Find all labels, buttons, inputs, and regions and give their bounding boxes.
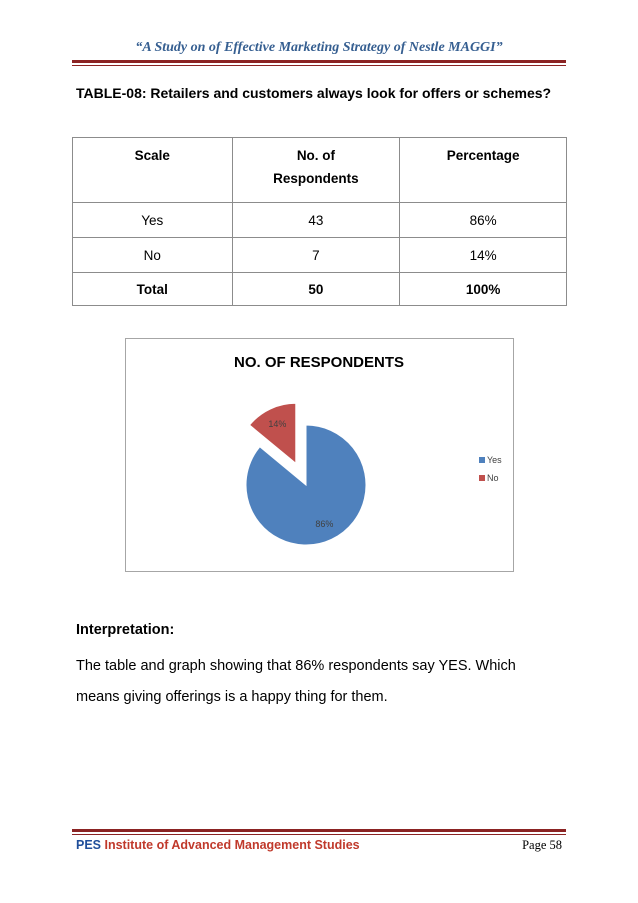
cell-percentage: 14%	[400, 238, 567, 273]
column-header-scale: Scale	[73, 138, 233, 203]
cell-respondents: 7	[232, 238, 400, 273]
footer-rule-thick	[72, 829, 566, 832]
cell-percentage: 100%	[400, 273, 567, 306]
footer-institute-name: Institute of Advanced Management Studies	[101, 838, 360, 852]
cell-scale: No	[73, 238, 233, 273]
chart-title: NO. OF RESPONDENTS	[233, 354, 405, 371]
legend-swatch-no	[479, 475, 485, 481]
pie-data-label-no: 14%	[268, 419, 287, 430]
header-title: “A Study on of Effective Marketing Strategy of Nestle MAGGI”	[135, 40, 503, 55]
interpretation-text: The table and graph showing that 86% respondents say YES. Which means giving offerings is a happy thing for them.	[76, 658, 516, 705]
pie-slice-yes	[246, 425, 366, 545]
cell-respondents: 43	[232, 203, 400, 238]
pie-chart-svg	[126, 339, 513, 571]
table-heading: TABLE-08: Retailers and customers always look for offers or schemes?	[76, 85, 552, 101]
cell-respondents: 50	[232, 273, 400, 306]
table-row	[73, 238, 567, 273]
legend-label-yes: Yes	[487, 455, 502, 465]
cell-scale: Yes	[73, 203, 233, 238]
cell-scale: Total	[73, 273, 233, 306]
column-header-respondents: No. of Respondents	[232, 138, 400, 203]
cell-percentage: 86%	[400, 203, 567, 238]
table-header-row	[73, 138, 567, 203]
pie-chart	[125, 338, 514, 572]
footer-institute-prefix: PES	[76, 838, 102, 852]
legend-swatch-yes	[479, 457, 485, 463]
header-rule-thick	[72, 60, 566, 63]
header-rule-thin	[72, 65, 566, 66]
respondents-table	[72, 137, 567, 306]
interpretation-heading: Interpretation:	[76, 622, 175, 638]
pie-data-label-yes: 86%	[315, 519, 334, 530]
legend-label-no: No	[487, 473, 499, 483]
footer-page-number: Page 58	[522, 838, 562, 852]
table-row	[73, 203, 567, 238]
footer-institute	[76, 838, 360, 852]
table-total-row	[73, 273, 567, 306]
column-header-percentage: Percentage	[400, 138, 567, 203]
footer-rule-thin	[72, 834, 566, 835]
